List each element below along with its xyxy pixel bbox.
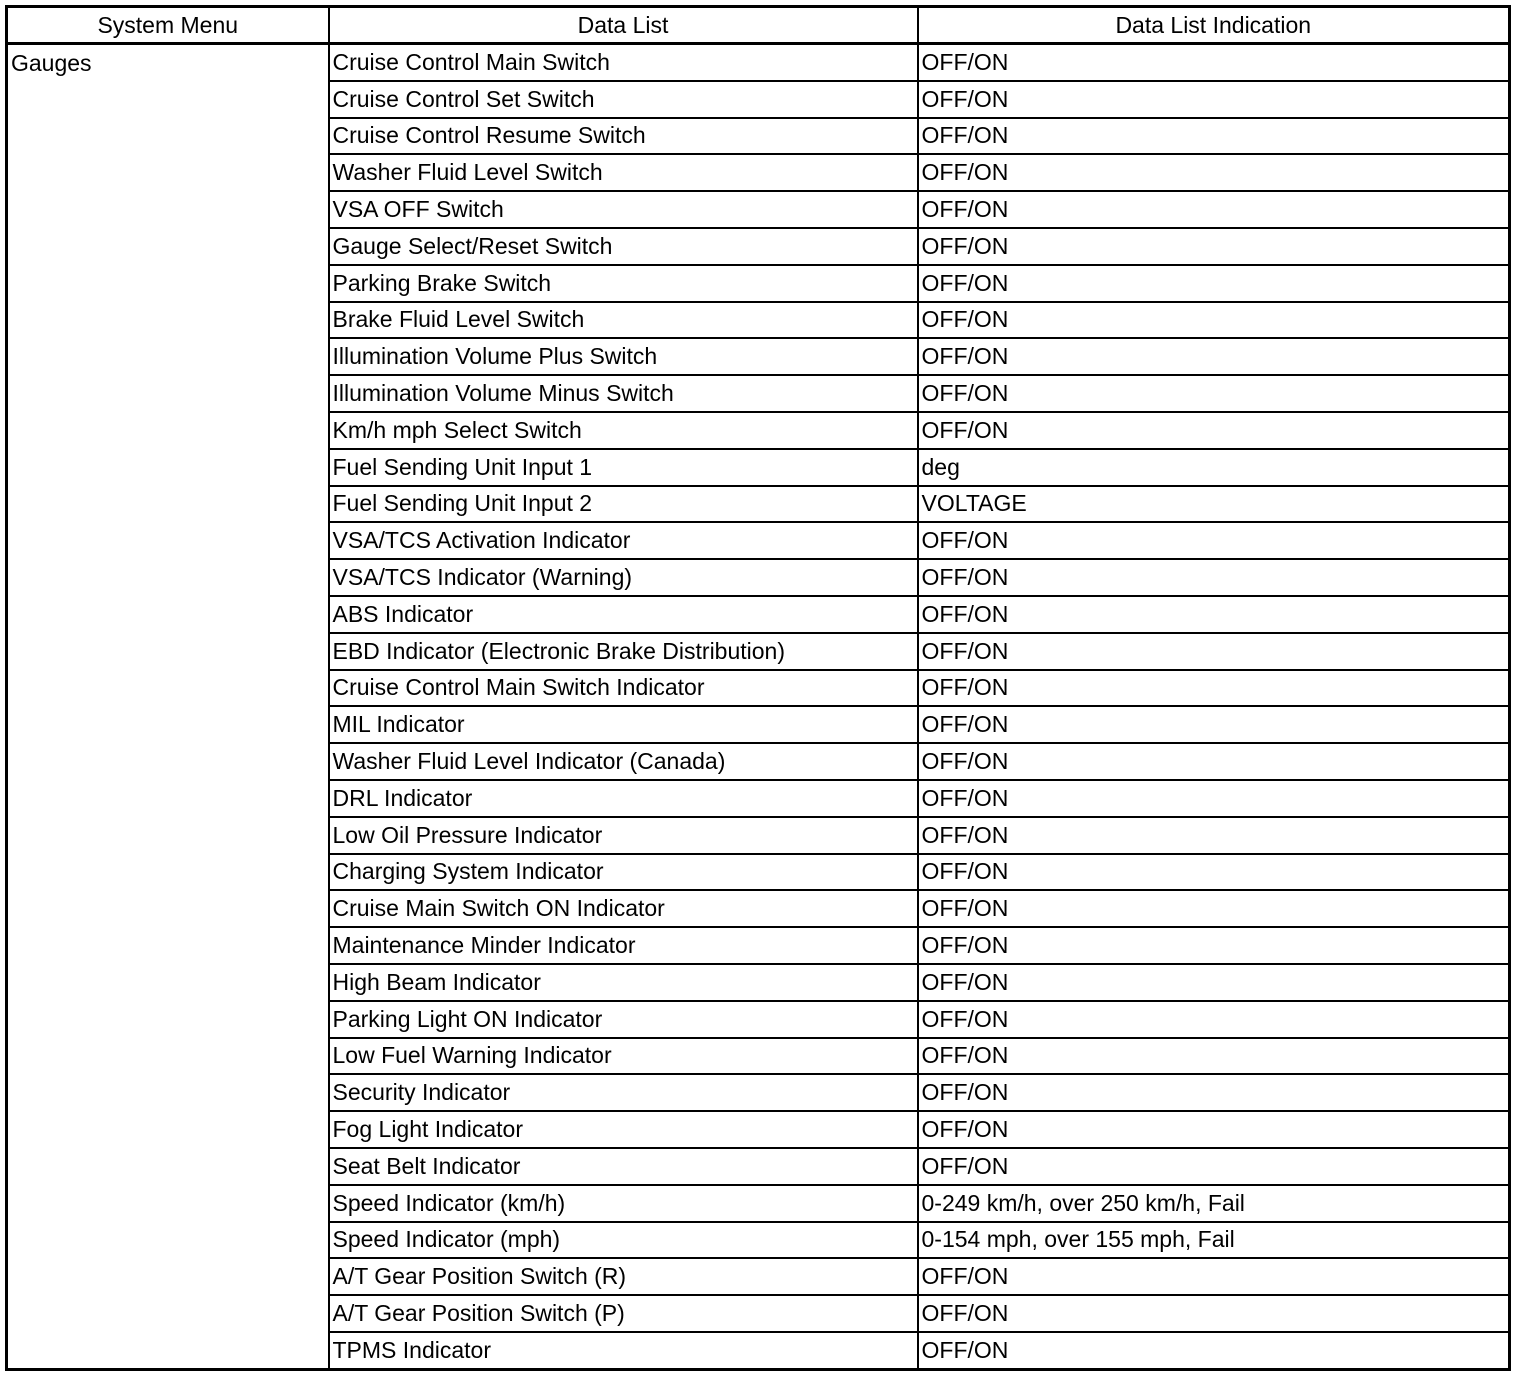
data-list-item-cell: Washer Fluid Level Switch [329,154,918,191]
data-list-item-cell: Cruise Control Set Switch [329,81,918,118]
data-list-indication-cell: OFF/ON [918,633,1510,670]
data-list-indication-cell: OFF/ON [918,228,1510,265]
data-list-item-cell: Illumination Volume Plus Switch [329,338,918,375]
data-list-item-cell: Low Fuel Warning Indicator [329,1038,918,1075]
data-list-item-cell: Seat Belt Indicator [329,1148,918,1185]
data-list-indication-cell: OFF/ON [918,522,1510,559]
data-list-indication-cell: OFF/ON [918,412,1510,449]
table-body [7,44,1510,1370]
data-list-indication-cell: OFF/ON [918,44,1510,81]
data-list-indication-cell: OFF/ON [918,670,1510,707]
data-list-table [5,5,1511,1371]
data-list-indication-cell: OFF/ON [918,1295,1510,1332]
data-list-item-cell: Security Indicator [329,1074,918,1111]
data-list-indication-cell: VOLTAGE [918,486,1510,523]
data-list-indication-cell: OFF/ON [918,265,1510,302]
data-list-indication-cell: OFF/ON [918,706,1510,743]
data-list-indication-cell: deg [918,449,1510,486]
data-list-item-cell: Brake Fluid Level Switch [329,302,918,339]
data-list-item-cell: ABS Indicator [329,596,918,633]
data-list-item-cell: Low Oil Pressure Indicator [329,817,918,854]
data-list-indication-cell: OFF/ON [918,338,1510,375]
data-list-indication-cell: OFF/ON [918,890,1510,927]
data-list-item-cell: Cruise Main Switch ON Indicator [329,890,918,927]
data-list-indication-cell: OFF/ON [918,118,1510,155]
data-list-indication-cell: OFF/ON [918,854,1510,891]
data-list-item-cell: VSA/TCS Indicator (Warning) [329,559,918,596]
data-list-indication-cell: OFF/ON [918,1111,1510,1148]
data-list-indication-cell: OFF/ON [918,817,1510,854]
data-list-item-cell: Cruise Control Resume Switch [329,118,918,155]
data-list-indication-cell: OFF/ON [918,1074,1510,1111]
data-list-indication-cell: OFF/ON [918,375,1510,412]
header-data-list-indication: Data List Indication [918,7,1510,44]
data-list-item-cell: Washer Fluid Level Indicator (Canada) [329,743,918,780]
data-list-indication-cell: OFF/ON [918,927,1510,964]
data-list-item-cell: Speed Indicator (mph) [329,1222,918,1259]
data-list-indication-cell: OFF/ON [918,1001,1510,1038]
data-list-item-cell: Cruise Control Main Switch Indicator [329,670,918,707]
header-system-menu: System Menu [7,7,329,44]
data-list-indication-cell: 0-154 mph, over 155 mph, Fail [918,1222,1510,1259]
data-list-item-cell: Speed Indicator (km/h) [329,1185,918,1222]
data-list-indication-cell: OFF/ON [918,1258,1510,1295]
data-list-item-cell: A/T Gear Position Switch (P) [329,1295,918,1332]
data-list-item-cell: Gauge Select/Reset Switch [329,228,918,265]
data-list-item-cell: VSA/TCS Activation Indicator [329,522,918,559]
data-list-item-cell: Maintenance Minder Indicator [329,927,918,964]
data-list-item-cell: VSA OFF Switch [329,191,918,228]
data-list-item-cell: A/T Gear Position Switch (R) [329,1258,918,1295]
data-list-item-cell: Fuel Sending Unit Input 1 [329,449,918,486]
header-row [7,7,1510,44]
data-list-item-cell: MIL Indicator [329,706,918,743]
data-list-item-cell: DRL Indicator [329,780,918,817]
data-list-item-cell: Fog Light Indicator [329,1111,918,1148]
data-list-indication-cell: OFF/ON [918,596,1510,633]
data-list-item-cell: TPMS Indicator [329,1332,918,1369]
data-list-indication-cell: OFF/ON [918,780,1510,817]
data-list-item-cell: Cruise Control Main Switch [329,44,918,81]
system-menu-cell: Gauges [11,50,92,76]
header-data-list: Data List [329,7,918,44]
data-list-item-cell: Parking Light ON Indicator [329,1001,918,1038]
data-list-item-cell: Fuel Sending Unit Input 2 [329,486,918,523]
data-list-item-cell: Charging System Indicator [329,854,918,891]
data-list-indication-cell: OFF/ON [918,154,1510,191]
data-list-item-cell: Km/h mph Select Switch [329,412,918,449]
data-list-item-cell: Illumination Volume Minus Switch [329,375,918,412]
data-list-item-cell: High Beam Indicator [329,964,918,1001]
data-list-indication-cell: OFF/ON [918,1038,1510,1075]
data-list-indication-cell: OFF/ON [918,743,1510,780]
data-list-item-cell: Parking Brake Switch [329,265,918,302]
data-list-indication-cell: OFF/ON [918,1332,1510,1369]
data-list-indication-cell: 0-249 km/h, over 250 km/h, Fail [918,1185,1510,1222]
data-list-indication-cell: OFF/ON [918,964,1510,1001]
data-list-indication-cell: OFF/ON [918,1148,1510,1185]
data-list-indication-cell: OFF/ON [918,302,1510,339]
data-list-indication-cell: OFF/ON [918,191,1510,228]
data-list-indication-cell: OFF/ON [918,81,1510,118]
data-list-indication-cell: OFF/ON [918,559,1510,596]
data-list-item-cell: EBD Indicator (Electronic Brake Distribution) [329,633,918,670]
table-row [7,44,1510,81]
